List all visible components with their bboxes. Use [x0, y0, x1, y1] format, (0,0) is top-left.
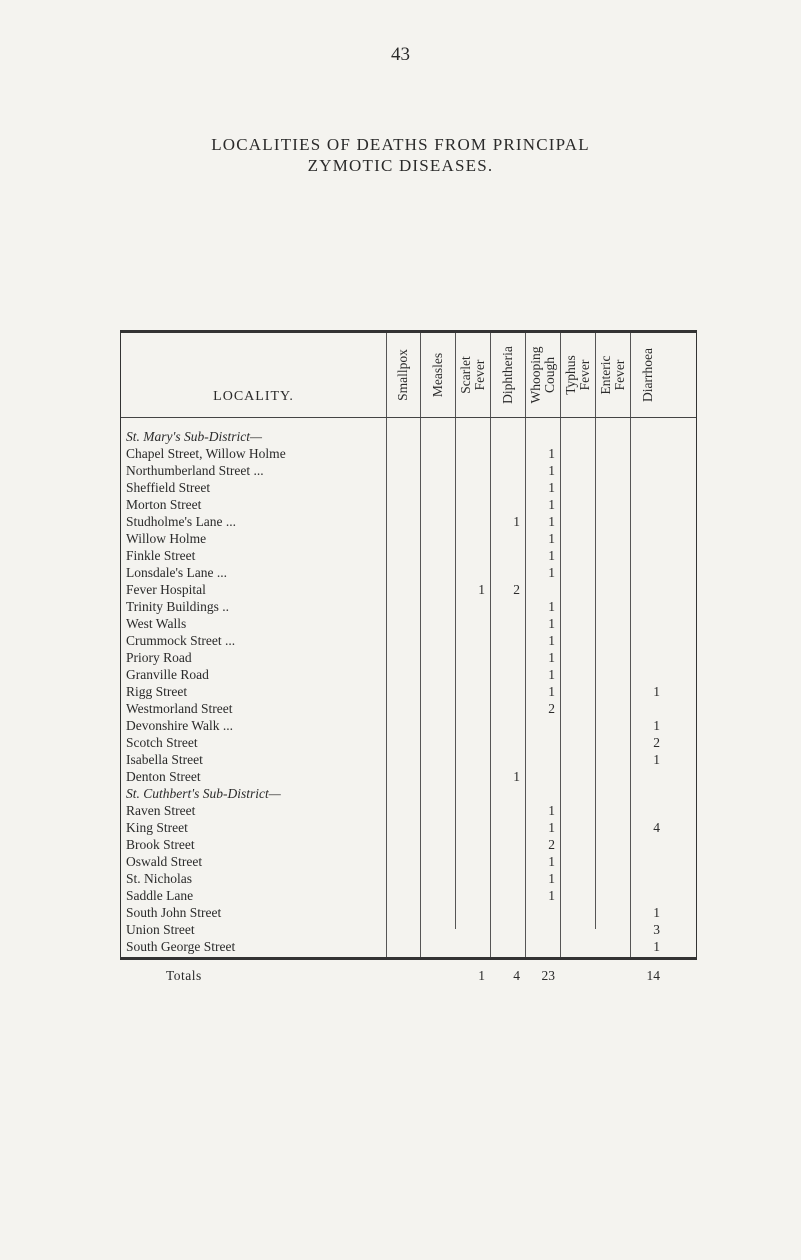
locality-name: Brook Street — [126, 837, 195, 852]
title-line-1: LOCALITIES OF DEATHS FROM PRINCIPAL — [211, 135, 590, 154]
table-row — [121, 938, 696, 955]
locality-name: Priory Road — [126, 650, 192, 665]
table-row — [121, 802, 696, 819]
table-row — [121, 683, 696, 700]
table-row — [121, 768, 696, 785]
totals-row — [121, 967, 696, 984]
deaths-cell: 3 — [653, 922, 660, 937]
locality-name: Chapel Street, Willow Holme — [126, 446, 286, 461]
totals-label: Totals — [166, 968, 202, 983]
table-row — [121, 530, 696, 547]
locality-name: Raven Street — [126, 803, 196, 818]
deaths-cell: 1 — [548, 514, 555, 529]
deaths-cell: 2 — [548, 701, 555, 716]
table-row — [121, 547, 696, 564]
subdistrict-heading — [121, 428, 696, 445]
table-row — [121, 887, 696, 904]
table-row — [121, 853, 696, 870]
header-rule — [121, 417, 696, 418]
table-row — [121, 496, 696, 513]
table-row — [121, 734, 696, 751]
locality-name: Sheffield Street — [126, 480, 211, 495]
table-row — [121, 836, 696, 853]
locality-name: Scotch Street — [126, 735, 198, 750]
total-cell: 23 — [541, 968, 555, 983]
locality-name: Isabella Street — [126, 752, 203, 767]
deaths-cell: 1 — [548, 667, 555, 682]
table-row — [121, 751, 696, 768]
locality-name: Fever Hospital — [126, 582, 206, 597]
deaths-cell: 1 — [548, 497, 555, 512]
deaths-cell: 1 — [548, 854, 555, 869]
page-title — [0, 134, 801, 176]
deaths-cell: 2 — [653, 735, 660, 750]
locality-name: Lonsdale's Lane ... — [126, 565, 228, 580]
deaths-cell: 1 — [653, 939, 660, 954]
subdistrict-name: St. Cuthbert's Sub-District— — [126, 786, 281, 801]
total-cell: 14 — [646, 968, 660, 983]
column-header-label: Diphtheria — [499, 346, 515, 404]
column-header-label: Measles — [429, 352, 445, 398]
deaths-cell: 1 — [513, 769, 520, 784]
deaths-cell: 1 — [548, 616, 555, 631]
total-cell: 4 — [513, 968, 520, 983]
table-row — [121, 904, 696, 921]
locality-name: St. Nicholas — [126, 871, 192, 886]
table-row — [121, 564, 696, 581]
deaths-cell: 1 — [548, 531, 555, 546]
deaths-cell: 1 — [548, 446, 555, 461]
deaths-cell: 1 — [653, 752, 660, 767]
locality-name: Devonshire Walk ... — [126, 718, 234, 733]
table-row — [121, 700, 696, 717]
deaths-cell: 1 — [548, 820, 555, 835]
locality-name: South George Street — [126, 939, 236, 954]
locality-header: LOCALITY. — [213, 389, 294, 404]
locality-name: Northumberland Street ... — [126, 463, 264, 478]
deaths-cell: 1 — [548, 565, 555, 580]
deaths-cell: 1 — [548, 480, 555, 495]
title-line-2: ZYMOTIC DISEASES. — [307, 156, 494, 175]
table-row — [121, 870, 696, 887]
column-header-label: Scarlet Fever — [457, 356, 487, 394]
locality-name: Rigg Street — [126, 684, 188, 699]
locality-name: Willow Holme — [126, 531, 207, 546]
deaths-cell: 2 — [513, 582, 520, 597]
table-row — [121, 615, 696, 632]
deaths-cell: 1 — [513, 514, 520, 529]
locality-name: Granville Road — [126, 667, 209, 682]
table-row — [121, 819, 696, 836]
locality-name: Morton Street — [126, 497, 202, 512]
column-header-label: Enteric Fever — [597, 355, 627, 395]
page-number: 43 — [391, 44, 410, 65]
locality-name: Studholme's Lane ... — [126, 514, 237, 529]
subdistrict-name: St. Mary's Sub-District— — [126, 429, 263, 444]
deaths-cell: 1 — [548, 871, 555, 886]
deaths-cell: 1 — [478, 582, 485, 597]
deaths-cell: 1 — [548, 633, 555, 648]
table-row — [121, 632, 696, 649]
locality-name: Finkle Street — [126, 548, 196, 563]
locality-name: Westmorland Street — [126, 701, 233, 716]
deaths-cell: 1 — [548, 650, 555, 665]
deaths-cell: 1 — [548, 803, 555, 818]
deaths-table — [120, 330, 697, 983]
locality-name: Saddle Lane — [126, 888, 194, 903]
table-row — [121, 717, 696, 734]
locality-name: Trinity Buildings .. — [126, 599, 230, 614]
deaths-cell: 2 — [548, 837, 555, 852]
column-header-label: Typhus Fever — [562, 355, 592, 395]
locality-name: South John Street — [126, 905, 222, 920]
deaths-cell: 1 — [548, 888, 555, 903]
table-row — [121, 513, 696, 530]
subdistrict-heading — [121, 785, 696, 802]
locality-name: King Street — [126, 820, 188, 835]
locality-name: Union Street — [126, 922, 195, 937]
table-row — [121, 581, 696, 598]
column-header-label: Whooping Cough — [527, 346, 557, 404]
table-row — [121, 598, 696, 615]
column-header-label: Smallpox — [395, 349, 410, 401]
deaths-cell: 1 — [548, 599, 555, 614]
column-header-label: Diarrhoea — [639, 348, 655, 402]
locality-name: West Walls — [126, 616, 187, 631]
deaths-cell: 1 — [548, 548, 555, 563]
total-cell: 1 — [478, 968, 485, 983]
table-row — [121, 445, 696, 462]
deaths-cell: 1 — [548, 463, 555, 478]
table-row — [121, 649, 696, 666]
locality-name: Oswald Street — [126, 854, 203, 869]
locality-name: Crummock Street ... — [126, 633, 236, 648]
locality-name: Denton Street — [126, 769, 201, 784]
table-row — [121, 921, 696, 938]
deaths-cell: 1 — [653, 905, 660, 920]
table-row — [121, 462, 696, 479]
deaths-cell: 4 — [653, 820, 660, 835]
table-row — [121, 479, 696, 496]
deaths-cell: 1 — [653, 684, 660, 699]
deaths-cell: 1 — [548, 684, 555, 699]
deaths-cell: 1 — [653, 718, 660, 733]
table-row — [121, 666, 696, 683]
